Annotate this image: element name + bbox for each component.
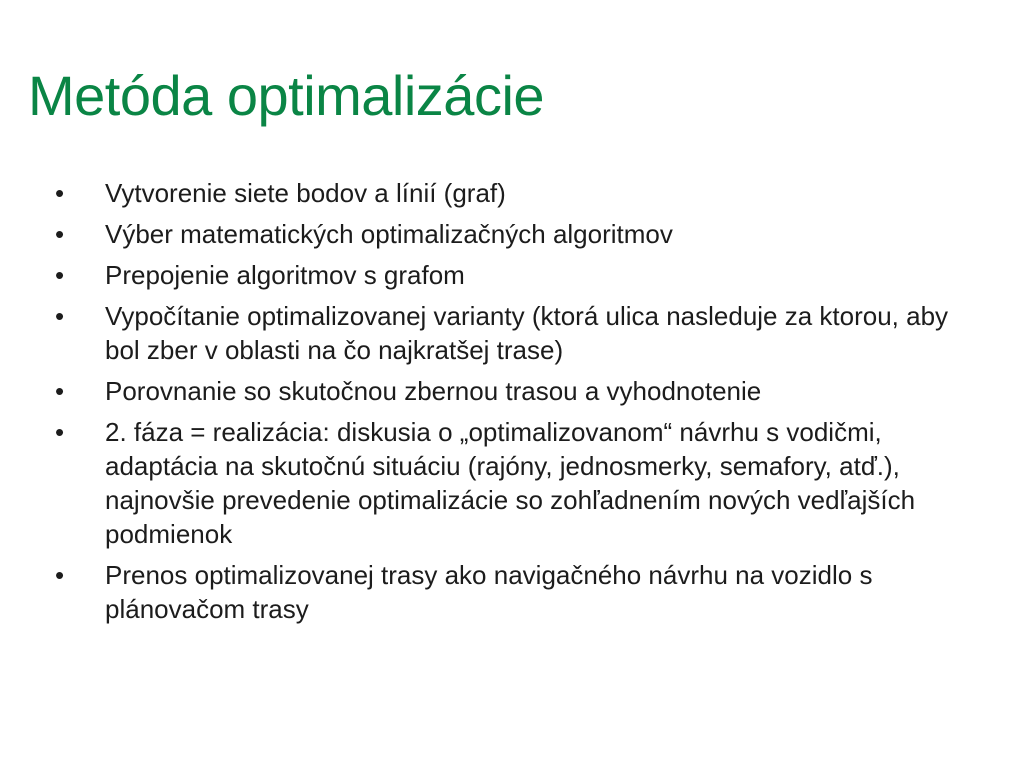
bullet-text: Vytvorenie siete bodov a línií (graf) <box>105 178 506 208</box>
bullet-text: 2. fáza = realizácia: diskusia o „optimalizovanom“ návrhu s vodičmi, adaptácia na skutočnú situáciu (rajóny, jednosmerky, semafory, atď.), najnovšie prevedenie optimalizácie so zohľadnením nových vedľajších podmienok <box>105 417 916 549</box>
bullet-list <box>55 176 975 633</box>
bullet-item-6 <box>55 415 975 551</box>
bullet-marker: • <box>55 301 65 331</box>
bullet-item-2 <box>55 217 975 251</box>
bullet-item-7 <box>55 558 975 626</box>
bullet-item-5 <box>55 374 975 408</box>
slide-title: Metóda optimalizácie <box>28 64 545 127</box>
bullet-marker: • <box>55 219 65 249</box>
bullet-marker: • <box>55 417 65 447</box>
bullet-text: Vypočítanie optimalizovanej varianty (ktorá ulica nasleduje za ktorou, aby bol zber v oblasti na čo najkratšej trase) <box>105 301 949 365</box>
bullet-marker: • <box>55 178 65 208</box>
bullet-text: Porovnanie so skutočnou zbernou trasou a vyhodnotenie <box>105 376 762 406</box>
bullet-marker: • <box>55 376 65 406</box>
bullet-text: Prepojenie algoritmov s grafom <box>105 260 465 290</box>
bullet-marker: • <box>55 560 65 590</box>
bullet-marker: • <box>55 260 65 290</box>
bullet-item-3 <box>55 258 975 292</box>
bullet-item-4 <box>55 299 975 367</box>
bullet-text: Výber matematických optimalizačných algoritmov <box>105 219 673 249</box>
bullet-text: Prenos optimalizovanej trasy ako navigačného návrhu na vozidlo s plánovačom trasy <box>105 560 873 624</box>
bullet-item-1 <box>55 176 975 210</box>
